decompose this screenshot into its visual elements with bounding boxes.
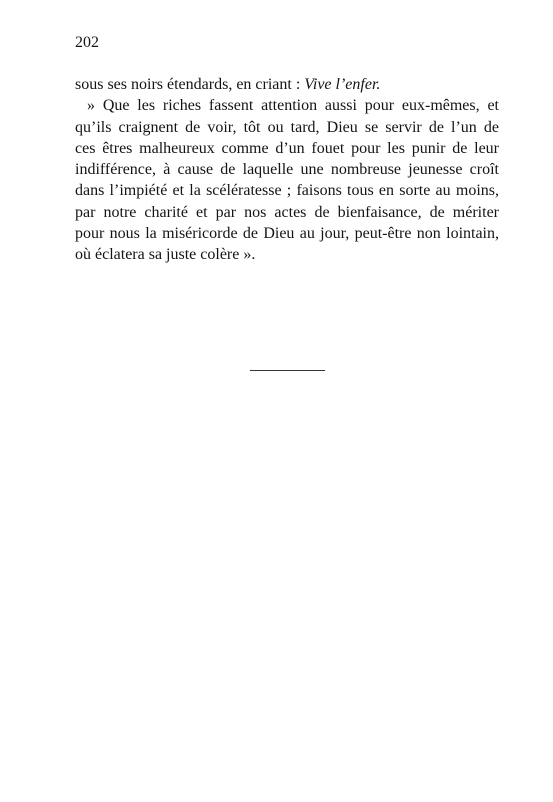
- paragraph-line: ces êtres malheureux comme d’un fouet pour les punir de leur: [75, 139, 499, 157]
- paragraph-line: » Que les riches fassent attention aussi pour eux-mêmes, et: [87, 97, 499, 115]
- paragraph-line: qu’ils craignent de voir, tôt ou tard, Dieu se servir de l’un de: [75, 118, 499, 136]
- paragraph-line: indifférence, à cause de laquelle une nombreuse jeunesse croît: [75, 161, 499, 179]
- paragraph-line: par notre charité et par nos actes de bienfaisance, de mériter: [75, 203, 499, 221]
- section-divider: [250, 370, 325, 371]
- page-number: 202: [75, 34, 99, 51]
- paragraph-line: dans l’impiété et la scélératesse ; faisons tous en sorte au moins,: [75, 182, 499, 200]
- body-text: [75, 74, 499, 266]
- paragraph-line: où éclatera sa juste colère ».: [75, 246, 256, 264]
- paragraph-line: pour nous la miséricorde de Dieu au jour, peut-être non lointain,: [75, 225, 499, 243]
- emphasized-quote: Vive l’enfer.: [304, 76, 381, 93]
- paragraph-line: [75, 74, 499, 95]
- paragraph-text: sous ses noirs étendards, en criant :: [75, 76, 305, 93]
